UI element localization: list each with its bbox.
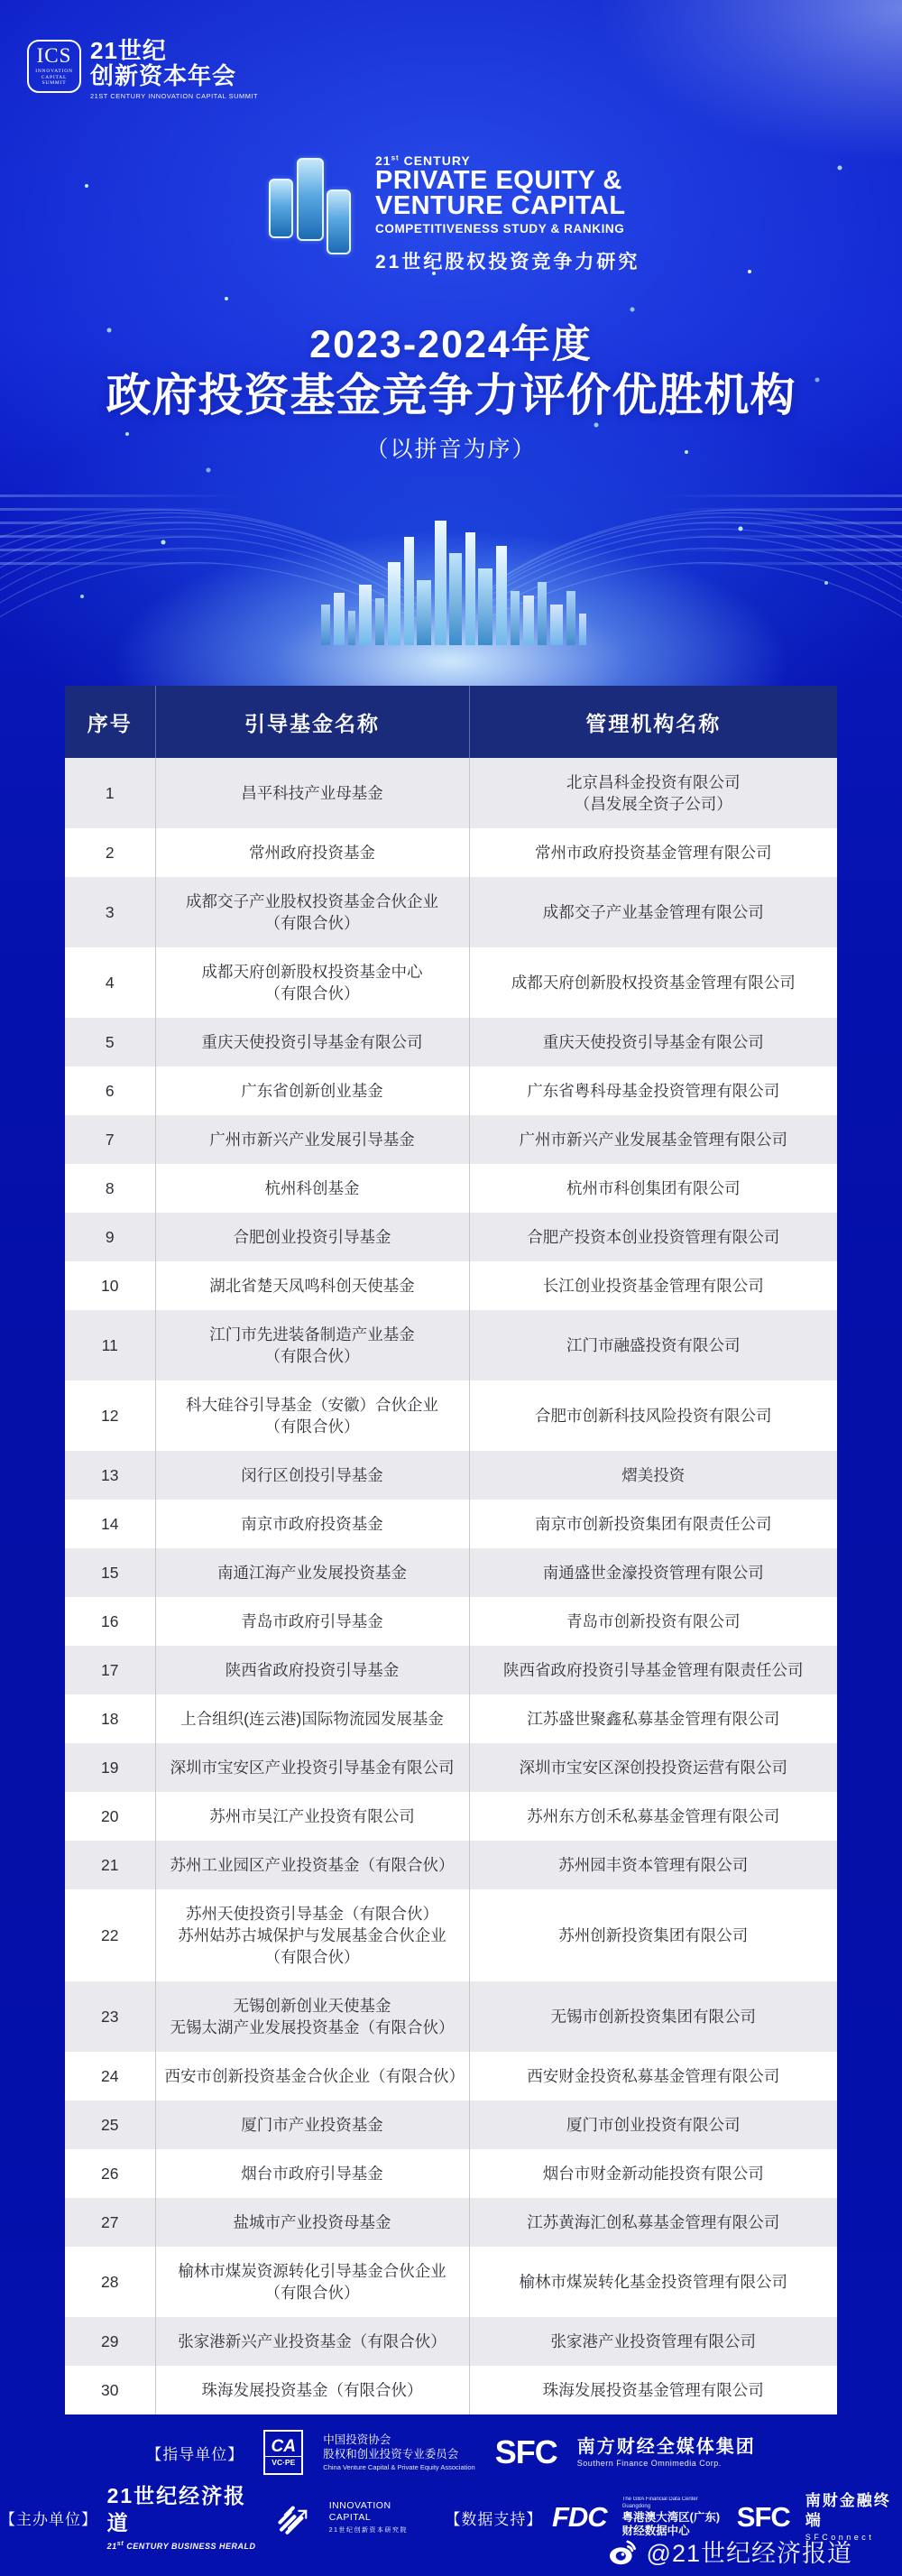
cvca-name-en: China Venture Capital & Private Equity Association [323,2463,475,2472]
watermark-text: @21世纪经济报道 [646,2540,852,2567]
fund-name-cell: 苏州市吴江产业投资有限公司 [155,1792,469,1841]
manager-name-cell: 烟台市财金新动能投资有限公司 [542,2165,764,2183]
ics-logo-sub-line: SUMMIT [41,80,67,87]
banner-subtitle-cn: 21世纪股权投资竞争力研究 [375,252,640,272]
cvca-logo-subtext: VC·PE [265,2456,301,2467]
winners-table [65,686,837,2414]
row-index-cell: 13 [65,1451,155,1500]
city-skyline-decoration [0,465,902,695]
fund-name-cell: 合肥创业投资引导基金 [155,1213,469,1261]
manager-name-cell: 苏州东方创禾私募基金管理有限公司 [527,1807,780,1825]
row-index-cell: 2 [65,828,155,877]
sfc-logo: SFC [494,2433,557,2470]
fdc-name-cn1: 粤港澳大湾区(广东) [621,2510,720,2524]
fund-name-cell: 闵行区创投引导基金 [155,1451,469,1500]
manager-name-cell: 南京市创新投资集团有限责任公司 [535,1515,772,1533]
manager-name-cell: 江门市融盛投资有限公司 [566,1336,741,1354]
fund-name-cell: 成都交子产业股权投资基金合伙企业 （有限合伙） [155,877,469,947]
row-index-cell: 23 [65,1981,155,2052]
table-row [65,1261,837,1310]
ics-logo-sub-line: CAPITAL [41,74,68,80]
manager-name-cell: 苏州园丰资本管理有限公司 [558,1856,749,1874]
row-index-cell: 21 [65,1841,155,1889]
manager-name-cell: 无锡市创新投资集团有限公司 [550,2008,756,2026]
row-index-cell: 27 [65,2198,155,2247]
manager-name-cell: 熠美投资 [621,1466,686,1484]
summit-name-line2: 创新资本年会 [90,62,237,89]
fund-name-cell: 成都天府创新股权投资基金中心 （有限合伙） [155,947,469,1018]
manager-name-cell: 长江创业投资基金管理有限公司 [542,1277,764,1295]
ics-logo-subtitle [35,69,73,87]
table-row [65,1066,837,1115]
herald-name-cn: 21世纪经济报道 [106,2483,247,2534]
manager-name-cell: 南通盛世金濠投资管理有限公司 [542,1564,764,1582]
ics-logo-acronym: ICS [36,44,72,68]
manager-name-cell: 珠海发展投资基金管理有限公司 [542,2381,764,2399]
row-index-cell: 16 [65,1597,155,1646]
table-row [65,828,837,877]
sfc-name-cn: 南方财经全媒体集团 [576,2437,756,2458]
innovation-capital-name: INNOVATION CAPITAL [328,2499,391,2524]
sfc-name-en: Southern Finance Omnimedia Corp. [576,2459,722,2469]
row-index-cell: 18 [65,1694,155,1743]
fund-name-cell: 科大硅谷引导基金（安徽）合伙企业 （有限合伙） [155,1380,469,1451]
bar-icon-center [297,158,324,241]
manager-name-cell: 青岛市创新投资有限公司 [566,1612,741,1630]
row-index-cell: 20 [65,1792,155,1841]
bar-icon-right [327,189,351,254]
fund-name-cell: 深圳市宝安区产业投资引导基金有限公司 [155,1743,469,1792]
table-header-row [65,686,837,758]
banner-line2: VENTURE CAPITAL [375,191,626,220]
cvca-logo [263,2430,303,2475]
row-index-cell: 6 [65,1066,155,1115]
fdc-name-block [622,2497,722,2538]
fund-name-cell: 苏州工业园区产业投资基金（有限合伙） [155,1841,469,1889]
table-row [65,947,837,1018]
table-row [65,877,837,947]
fund-name-cell: 陕西省政府投资引导基金 [155,1646,469,1694]
ics-logo-sub-line: INNOVATION [35,69,73,75]
table-row [65,2247,837,2317]
fund-name-cell: 盐城市产业投资母基金 [155,2198,469,2247]
fund-name-cell: 杭州科创基金 [155,1164,469,1213]
manager-name-cell: 杭州市科创集团有限公司 [566,1179,741,1197]
table-row [65,2149,837,2198]
table-row [65,1310,837,1380]
banner-text [375,153,640,274]
cvca-name-block [323,2433,474,2472]
title-period: 2023-2024年度 [309,323,593,366]
table-row [65,1694,837,1743]
row-index-cell: 15 [65,1548,155,1597]
manager-name-cell: 成都交子产业基金管理有限公司 [542,903,764,921]
table-row [65,2052,837,2101]
row-index-cell: 26 [65,2149,155,2198]
manager-name-cell: 广州市新兴产业发展基金管理有限公司 [519,1131,787,1149]
fund-name-cell: 无锡创新创业天使基金 无锡太湖产业发展投资基金（有限合伙） [155,1981,469,2052]
manager-name-cell: 合肥产投资本创业投资管理有限公司 [527,1228,780,1246]
manager-name-cell: 常州市政府投资基金管理有限公司 [535,844,772,862]
column-header-manager-name: 管理机构名称 [469,686,837,758]
row-index-cell: 11 [65,1310,155,1380]
row-index-cell: 30 [65,2366,155,2414]
row-index-cell: 12 [65,1380,155,1451]
table-row [65,2198,837,2247]
manager-name-cell: 江苏盛世聚鑫私募基金管理有限公司 [527,1710,780,1728]
manager-name-cell: 重庆天使投资引导基金有限公司 [542,1033,764,1051]
manager-name-cell: 深圳市宝安区深创投投资运营有限公司 [519,1759,787,1777]
cvca-name-cn2: 股权和创业投资专业委员会 [323,2448,459,2461]
manager-name-cell: 成都天府创新股权投资基金管理有限公司 [511,974,796,992]
table-row [65,758,837,828]
row-index-cell: 10 [65,1261,155,1310]
row-index-cell: 25 [65,2101,155,2149]
weibo-watermark [607,2534,852,2569]
row-index-cell: 4 [65,947,155,1018]
fund-name-cell: 张家港新兴产业投资基金（有限合伙） [155,2317,469,2366]
cvca-name-cn1: 中国投资协会 [323,2433,391,2446]
weibo-icon [607,2535,640,2568]
title-sort-note: （以拼音为序） [365,437,537,462]
fund-name-cell: 西安市创新投资基金合伙企业（有限合伙） [155,2052,469,2101]
row-index-cell: 28 [65,2247,155,2317]
table-row [65,1889,837,1981]
row-index-cell: 29 [65,2317,155,2366]
star-dots-decoration [0,0,2,2]
table-row [65,1792,837,1841]
fdc-name-en: The GBA Financial Data Center Guangdong [621,2497,698,2509]
table-row [65,1018,837,1066]
table-row [65,1164,837,1213]
summit-brand [90,38,258,100]
footer-guidance-row [0,2429,902,2476]
fund-name-cell: 榆林市煤炭资源转化引导基金合伙企业 （有限合伙） [155,2247,469,2317]
row-index-cell: 22 [65,1889,155,1981]
fund-name-cell: 苏州天使投资引导基金（有限合伙） 苏州姑苏古城保护与发展基金合伙企业 （有限合伙） [155,1889,469,1981]
table-row [65,1841,837,1889]
fund-name-cell: 珠海发展投资基金（有限合伙） [155,2366,469,2414]
table-row [65,1646,837,1694]
herald-name-en: 21st CENTURY BUSINESS HERALD [106,2538,256,2551]
fdc-name-cn2: 财经数据中心 [621,2524,690,2537]
fund-name-cell: 广州市新兴产业发展引导基金 [155,1115,469,1164]
fund-name-cell: 上合组织(连云港)国际物流园发展基金 [155,1694,469,1743]
manager-name-cell: 广东省粤科母基金投资管理有限公司 [527,1082,780,1100]
fund-name-cell: 厦门市产业投资基金 [155,2101,469,2149]
column-header-index: 序号 [65,686,155,758]
table-row [65,1500,837,1548]
manager-name-cell: 合肥市创新科技风险投资有限公司 [535,1407,772,1425]
table-row [65,1213,837,1261]
summit-name-english: 21ST CENTURY INNOVATION CAPITAL SUMMIT [90,92,259,100]
banner-kicker: 21st CENTURY [375,153,471,168]
manager-name-cell: 苏州创新投资集团有限公司 [558,1926,749,1944]
row-index-cell: 7 [65,1115,155,1164]
manager-name-cell: 北京昌科金投资有限公司 （昌发展全资子公司） [566,773,741,813]
fund-name-cell: 南京市政府投资基金 [155,1500,469,1548]
sfconnect-logo: SFC [736,2501,790,2533]
row-index-cell: 3 [65,877,155,947]
innovation-capital-icon [274,2497,313,2538]
skyline-buildings [321,521,586,645]
fund-name-cell: 湖北省楚天凤鸣科创天使基金 [155,1261,469,1310]
manager-name-cell: 西安财金投资私募基金管理有限公司 [527,2067,780,2085]
bar-chart-icon [269,153,357,254]
table-row [65,1597,837,1646]
fund-name-cell: 青岛市政府引导基金 [155,1597,469,1646]
fund-name-cell: 昌平科技产业母基金 [155,758,469,828]
manager-name-cell: 陕西省政府投资引导基金管理有限责任公司 [503,1661,804,1679]
study-banner [269,153,640,274]
table-row [65,1115,837,1164]
row-index-cell: 8 [65,1164,155,1213]
table-row [65,2101,837,2149]
row-index-cell: 24 [65,2052,155,2101]
bar-icon-left [269,179,293,238]
table-row [65,2366,837,2414]
sfconnect-name-cn: 南财金融终端 [805,2492,891,2530]
manager-name-cell: 江苏黄海汇创私募基金管理有限公司 [527,2213,780,2231]
row-index-cell: 5 [65,1018,155,1066]
innovation-capital-block [329,2500,430,2534]
table-row [65,1380,837,1451]
table-row [65,1743,837,1792]
row-index-cell: 9 [65,1213,155,1261]
guidance-label: 【指导单位】 [146,2445,244,2463]
column-header-fund-name: 引导基金名称 [155,686,469,758]
manager-name-cell: 榆林市煤炭转化基金投资管理有限公司 [519,2273,787,2291]
table-row [65,1981,837,2052]
table-row [65,1548,837,1597]
table-row [65,2317,837,2366]
herald-block [107,2483,260,2552]
banner-line1: PRIVATE EQUITY & [375,166,622,195]
cvca-logo-text: CA [271,2437,296,2456]
data-support-label: 【数据支持】 [445,2510,543,2528]
fund-name-cell: 江门市先进装备制造产业基金 （有限合伙） [155,1310,469,1380]
row-index-cell: 17 [65,1646,155,1694]
innovation-capital-sub: 21世纪创新资本研究院 [328,2527,409,2534]
fdc-logo: FDC [551,2501,607,2533]
ics-logo [27,40,81,93]
fund-name-cell: 常州政府投资基金 [155,828,469,877]
manager-name-cell: 厦门市创业投资有限公司 [566,2116,741,2134]
sfconnect-name-en: SFConnect [805,2533,875,2543]
page-title: 政府投资基金竞争力评价优胜机构 [106,370,796,420]
summit-name-line1: 21世纪 [90,37,167,64]
fund-name-cell: 烟台市政府引导基金 [155,2149,469,2198]
row-index-cell: 19 [65,1743,155,1792]
winners-table-container [65,686,837,2414]
sfc-name-block [577,2435,756,2470]
fund-name-cell: 广东省创新创业基金 [155,1066,469,1115]
banner-line3: COMPETITIVENESS STUDY & RANKING [375,222,625,235]
table-row [65,1451,837,1500]
host-label: 【主办单位】 [0,2510,97,2528]
row-index-cell: 14 [65,1500,155,1548]
fund-name-cell: 重庆天使投资引导基金有限公司 [155,1018,469,1066]
manager-name-cell: 张家港产业投资管理有限公司 [550,2332,756,2350]
fund-name-cell: 南通江海产业发展投资基金 [155,1548,469,1597]
row-index-cell: 1 [65,758,155,828]
